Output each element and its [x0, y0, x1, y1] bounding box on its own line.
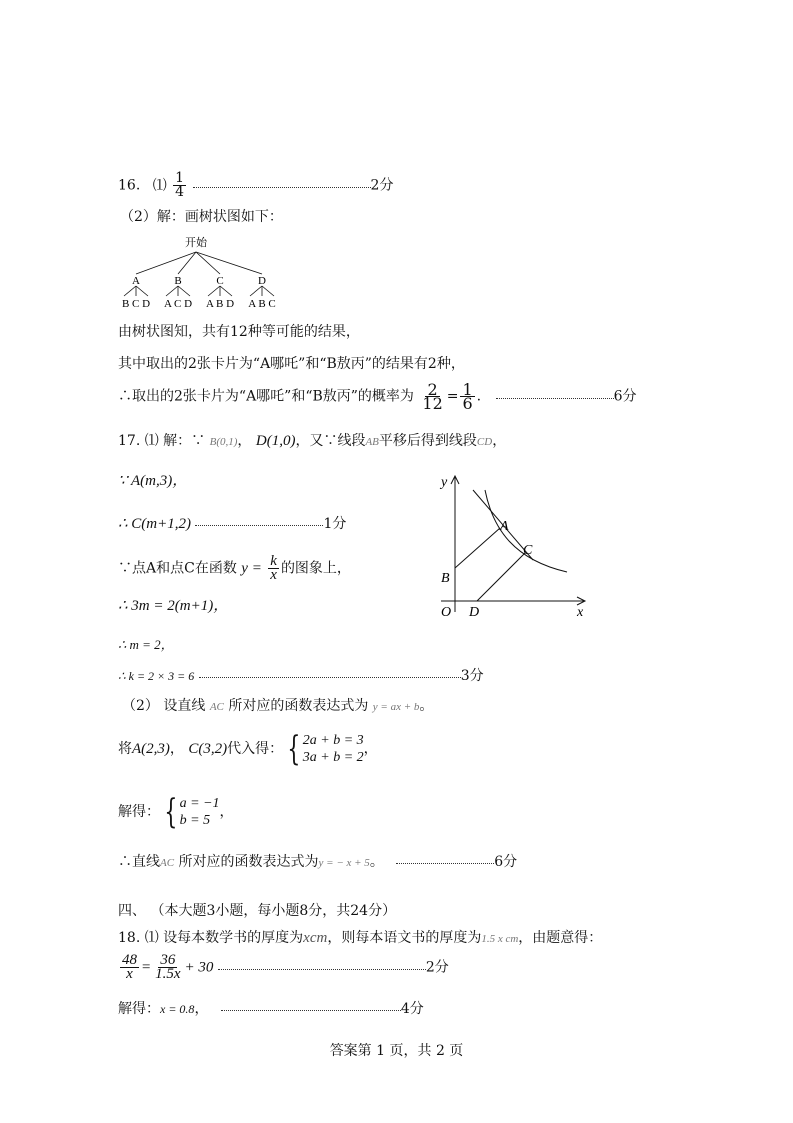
brace: { [164, 792, 178, 832]
comma: ， [492, 433, 507, 449]
label-a: A [500, 519, 509, 534]
label-y: y [441, 475, 448, 490]
q16-line5: ∴取出的2张卡片为“A哪吒”和“B敖丙”的概率为 $\frac{2}{12}$ = $\frac{1}{6}$ . 6分 [118, 380, 637, 413]
text: 解得： [118, 1001, 160, 1017]
equation-row: 3a + b = 2 [302, 750, 364, 765]
solution: x = 0.8 [160, 1002, 195, 1016]
q16-part2-heading: （2）解：画树状图如下： [120, 209, 283, 225]
math-thickness: xcm [303, 930, 328, 946]
tree-root: 开始 [185, 237, 207, 249]
q16-line4: 其中取出的2张卡片为“A哪吒”和“B敖丙”的结果有2种， [118, 356, 465, 372]
fraction-one-sixth [460, 380, 474, 413]
text: 将 [118, 741, 132, 757]
coordinate-graph [435, 470, 595, 620]
chinese-book-thickness: 1.5 x cm [481, 933, 519, 945]
q17-line2: ∵ A(m,3)， [118, 473, 188, 489]
score-mark: 3分 [460, 668, 484, 684]
comma: ， [363, 741, 378, 757]
score-mark: 2分 [425, 959, 449, 976]
score-mark: 6分 [613, 388, 637, 405]
score-mark: 6分 [494, 854, 518, 870]
score-mark: 4分 [400, 1001, 424, 1017]
q17-line4 [118, 555, 351, 582]
comma: ， [237, 433, 252, 449]
score-mark: 2分 [370, 177, 394, 194]
dot-leader [218, 969, 426, 970]
equation-row: 2a + b = 3 [302, 733, 364, 748]
q18-line3 [118, 1000, 424, 1018]
q17-line11 [118, 853, 517, 872]
fraction-two-twelfths [420, 380, 444, 413]
tree-leaves: B C D [121, 298, 151, 310]
fraction-k-over-x [268, 555, 279, 582]
period: 。 [419, 698, 434, 714]
text: 代入得： [227, 741, 284, 757]
text: 18. ⑴ 设每本数学书的厚度为 [118, 930, 304, 946]
fraction-48-over-x [120, 954, 139, 981]
fraction-denominator: 1.5x [155, 966, 181, 982]
dot-leader [396, 863, 494, 864]
tree-leaves: A C D [163, 298, 193, 310]
segment-cd: CD [476, 436, 493, 448]
part-mark: ⑴ [152, 177, 167, 194]
fraction-one-quarter [173, 172, 186, 199]
fraction-denominator: 6 [462, 394, 473, 413]
q17-line9 [118, 729, 378, 769]
q17-line1 [118, 432, 506, 451]
q17-line7 [118, 667, 484, 685]
text: 所对应的函数表达式为 [228, 698, 369, 714]
equation-system [303, 732, 364, 766]
q16-number: 16. [118, 177, 141, 194]
fraction-denominator: x [126, 966, 133, 982]
q18-line1 [118, 929, 602, 948]
dot-leader [496, 398, 614, 399]
text: ，由题意得： [518, 930, 603, 946]
fraction-numerator: 2 [427, 380, 438, 399]
point-c-expr: ∴ C(m+1,2) [118, 516, 191, 532]
point-a: A(2,3) [132, 741, 170, 757]
tree-node: B [174, 275, 182, 287]
q16-part1 [118, 172, 393, 199]
dot-leader [193, 187, 371, 188]
tree-node: C [216, 275, 224, 287]
comma: ， [219, 804, 234, 820]
text: 的图象上， [280, 560, 351, 577]
label-x: x [577, 605, 584, 620]
probability-text: ∴取出的2张卡片为“A哪吒”和“B敖丙”的概率为 [118, 388, 414, 405]
line-ac: AC [209, 701, 224, 713]
fraction-numerator: 36 [160, 952, 176, 968]
result-function: y = − x + 5 [318, 857, 370, 869]
label-d: D [469, 605, 480, 620]
point-b: B(0,1) [209, 436, 238, 448]
fraction-denominator: 4 [175, 184, 185, 200]
text: ，则每本语文书的厚度为 [327, 930, 482, 946]
score-mark: 1分 [323, 516, 347, 532]
fraction-numerator: 48 [122, 952, 137, 968]
point-c: C(3,2) [188, 741, 228, 757]
tree-leaves: A B D [205, 298, 235, 310]
dot-leader [221, 1010, 401, 1011]
fraction-denominator: x [270, 567, 277, 583]
q17-line10 [118, 792, 234, 832]
linear-form: y = ax + b [372, 701, 420, 713]
period: 。 [369, 854, 384, 870]
line-cd [477, 553, 525, 601]
segment-ab: AB [365, 436, 379, 448]
section-heading: 四、 （本大题3小题，每小题8分，共24分） [118, 903, 397, 919]
line-ab [455, 528, 500, 568]
tree-diagram [112, 234, 292, 314]
q17-line6: ∴ m = 2， [118, 637, 174, 652]
equals-sign: = [141, 959, 152, 976]
equation-row: b = 5 [179, 813, 211, 828]
label-c: C [523, 543, 533, 558]
fraction-numerator: 1 [175, 170, 185, 186]
function-lhs: y = [241, 560, 262, 577]
text: 所对应的函数表达式为 [178, 854, 319, 870]
q16-line3: 由树状图知，共有12种等可能的结果， [118, 324, 360, 340]
fraction-denominator: 12 [422, 394, 443, 413]
solution-system [180, 795, 220, 829]
k-value: ∴ k = 2 × 3 = 6 [118, 669, 195, 683]
fraction-36-over-1-5x [153, 954, 182, 981]
q17-intro: 17. ⑴ 解：∵ [118, 433, 206, 449]
fraction-numerator: k [270, 553, 277, 569]
comma: ， [194, 1001, 209, 1017]
text: 解得： [118, 804, 160, 820]
dot-leader [195, 525, 323, 526]
plus-term: + 30 [184, 959, 214, 976]
point-d: D(1,0) [255, 433, 296, 449]
q18-equation [118, 954, 449, 981]
text: ∵点A和点C在函数 [118, 560, 237, 577]
fraction-numerator: 1 [462, 380, 473, 399]
brace: { [287, 729, 301, 769]
dot-leader [199, 677, 461, 678]
label-b: B [441, 571, 450, 586]
equation-row: a = −1 [179, 796, 220, 811]
label-o: O [441, 605, 452, 620]
text: （2） 设直线 [122, 698, 206, 714]
text: ，又∵线段 [295, 433, 366, 449]
line-ac: AC [160, 857, 175, 869]
comma: ， [169, 741, 184, 757]
q17-line5: ∴ 3m = 2(m+1)， [118, 598, 229, 614]
tree-node: D [258, 275, 266, 287]
tree-leaves: A B C [248, 298, 276, 310]
q17-line8 [122, 697, 433, 716]
page-footer: 答案第 1 页，共 2 页 [329, 1043, 464, 1059]
text: ∴直线 [118, 854, 160, 870]
text: 平移后得到线段 [378, 433, 477, 449]
q17-line3 [118, 515, 346, 533]
tree-node: A [132, 275, 140, 287]
